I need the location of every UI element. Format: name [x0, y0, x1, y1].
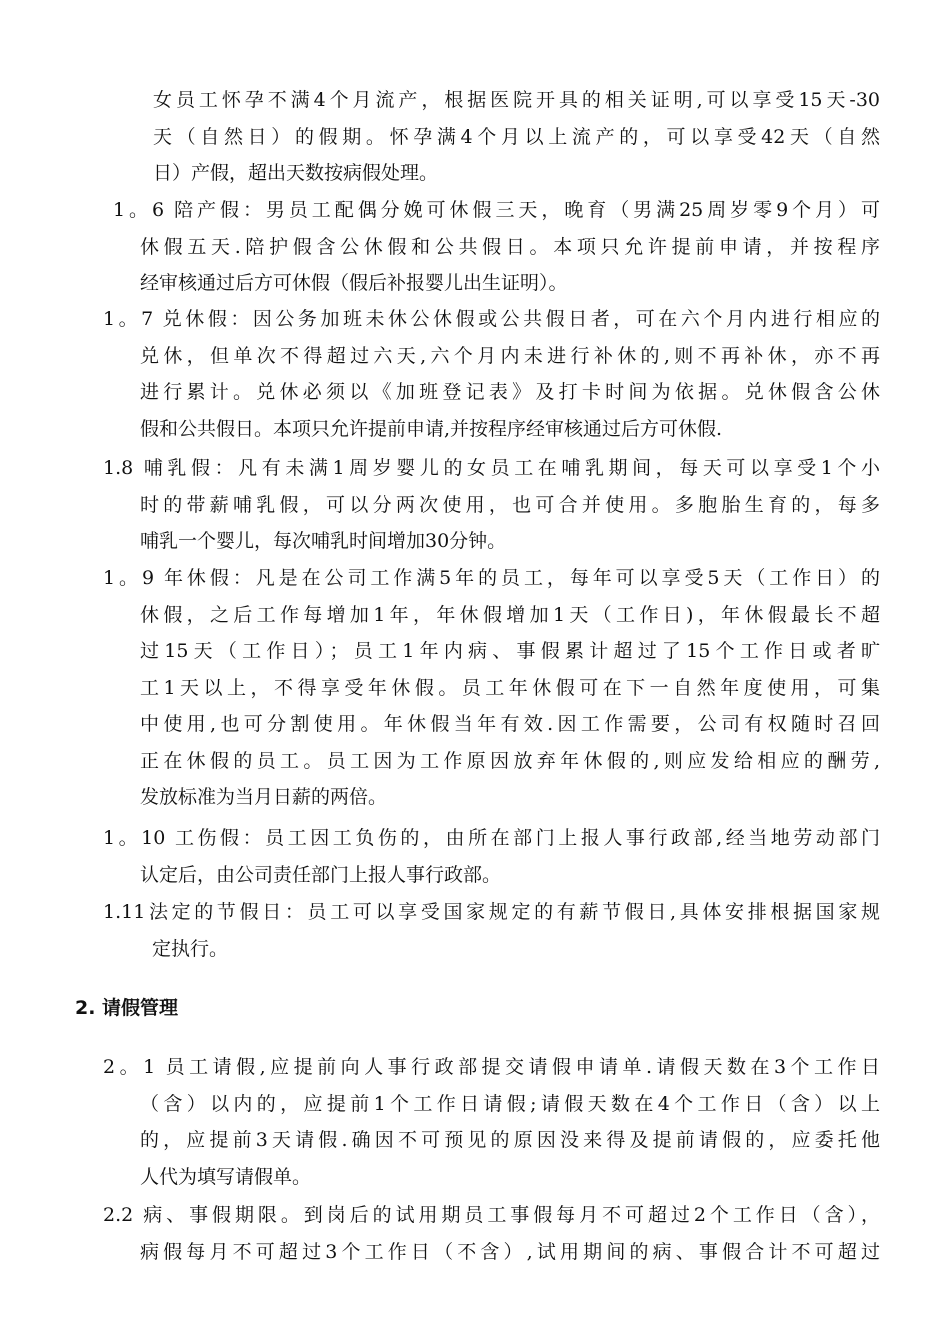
text-line: 中使用,也可分割使用。年休假当年有效.因工作需要，公司有权随时召回	[140, 713, 880, 735]
maternity-miscarriage-paragraph	[153, 82, 880, 192]
annual-leave-item	[103, 560, 880, 816]
text-line: 1.8 哺乳假：凡有未满1周岁婴儿的女员工在哺乳期间，每天可以享受1个小	[103, 457, 880, 479]
text-line: 定执行。	[152, 937, 229, 960]
text-line: 休假五天.陪护假含公休假和公共假日。本项只允许提前申请，并按程序	[140, 235, 880, 258]
text-line: 工1天以上，不得享受年休假。员工年休假可在下一自然年度使用，可集	[140, 676, 880, 699]
text-line: 经审核通过后方可休假（假后补报婴儿出生证明）。	[140, 272, 568, 294]
text-line: 进行累计。兑休必须以《加班登记表》及打卡时间为依据。兑休假含公休	[140, 381, 880, 403]
nursing-leave-item	[103, 450, 880, 560]
text-line: 2.2 病、事假期限。到岗后的试用期员工事假每月不可超过2个工作日（含），	[103, 1204, 880, 1226]
text-line: 正在休假的员工。员工因为工作原因放弃年休假的,则应发给相应的酬劳,	[140, 749, 880, 772]
text-line: 病假每月不可超过3个工作日（不含）,试用期间的病、事假合计不可超过	[140, 1240, 880, 1263]
text-line: 1.11法定的节假日：员工可以享受国家规定的有薪节假日,具体安排根据国家规	[103, 901, 880, 923]
compensatory-leave-item	[103, 301, 880, 447]
text-line: 日）产假，超出天数按病假处理。	[153, 162, 439, 184]
text-line: 休假，之后工作每增加1年，年休假增加1天（工作日)，年休假最长不超	[140, 603, 880, 626]
text-line: 时的带薪哺乳假，可以分两次使用，也可合并使用。多胞胎生育的，每多	[140, 493, 880, 516]
text-line: 发放标准为当月日薪的两倍。	[140, 786, 388, 808]
text-line: 1。10 工伤假：员工因工负伤的，由所在部门上报人事行政部,经当地劳动部门	[103, 827, 880, 849]
text-line: 2。1 员工请假,应提前向人事行政部提交请假申请单.请假天数在3个工作日	[103, 1056, 880, 1078]
text-line: （含）以内的，应提前1个工作日请假;请假天数在4个工作日（含）以上	[140, 1092, 880, 1115]
leave-request-item	[103, 1049, 880, 1195]
text-line: 1。7 兑休假：因公务加班未休公休假或公共假日者，可在六个月内进行相应的	[103, 308, 880, 330]
text-line: 过15天（工作日）；员工1年内病、事假累计超过了15个工作日或者旷	[140, 640, 880, 662]
work-injury-leave-item	[103, 820, 880, 893]
text-line: 女员工怀孕不满4个月流产，根据医院开具的相关证明,可以享受15天-30	[153, 89, 880, 111]
text-line: 1。9 年休假：凡是在公司工作满5年的员工，每年可以享受5天（工作日）的	[103, 567, 880, 589]
text-line: 天（自然日）的假期。怀孕满4个月以上流产的，可以享受42天（自然	[153, 125, 880, 148]
text-line: 1。6 陪产假：男员工配偶分娩可休假三天，晚育（男满25周岁零9个月）可	[113, 199, 880, 221]
text-line: 假和公共假日。本项只允许提前申请,并按程序经审核通过后方可休假.	[140, 417, 723, 440]
paternity-leave-item	[113, 192, 880, 302]
text-line: 的，应提前3天请假.确因不可预见的原因没来得及提前请假的，应委托他	[140, 1129, 880, 1151]
text-line: 认定后，由公司责任部门上报人事行政部。	[140, 863, 502, 886]
text-line: 兑休，但单次不得超过六天,六个月内未进行补休的,则不再补休，亦不再	[140, 344, 880, 367]
section-heading: 2. 请假管理	[75, 997, 179, 1019]
statutory-holiday-item	[103, 894, 880, 967]
text-line: 人代为填写请假单。	[140, 1165, 312, 1188]
sick-personal-leave-limit-item	[103, 1197, 880, 1270]
text-line: 哺乳一个婴儿，每次哺乳时间增加30分钟。	[140, 530, 507, 552]
